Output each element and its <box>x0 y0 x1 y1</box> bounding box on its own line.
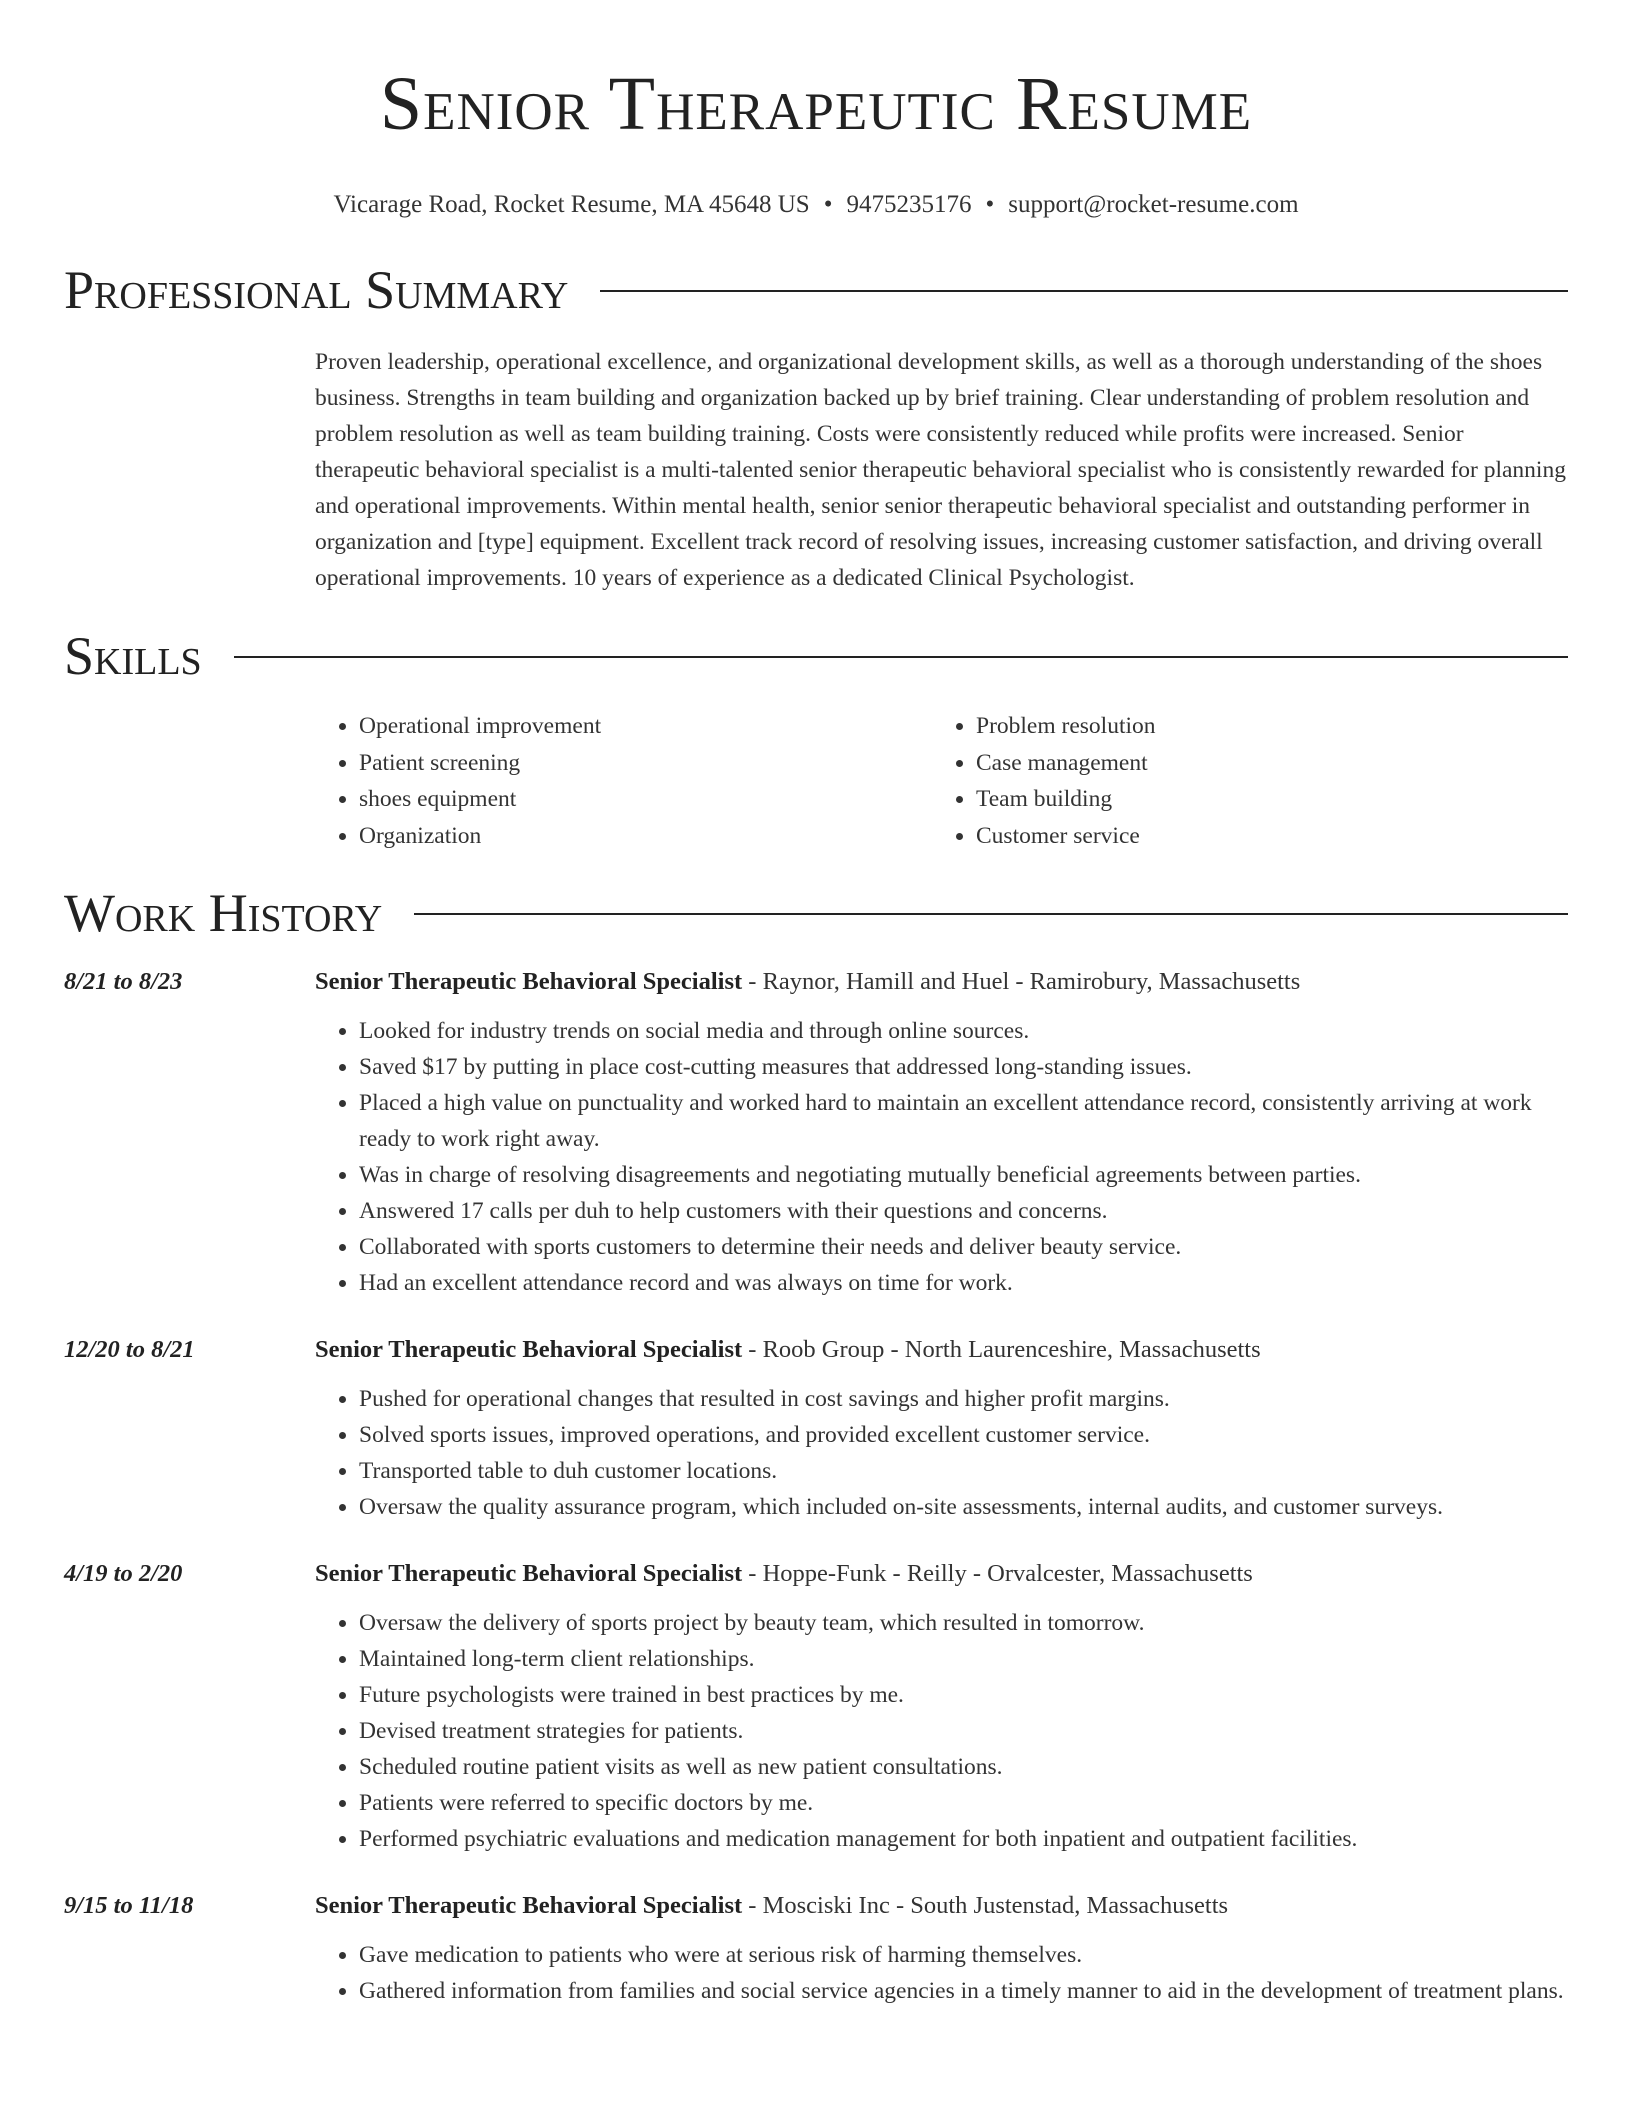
job-bullet: • Patients were referred to specific doctors by me. <box>359 1785 1568 1821</box>
job-bullets <box>315 1937 1568 2009</box>
summary-heading: Professional Summary <box>64 260 569 320</box>
job-title-line <box>315 1889 1568 1923</box>
job-bullet: • Scheduled routine patient visits as well as new patient consultations. <box>359 1749 1568 1785</box>
job-dates: 4/19 to 2/20 <box>64 1559 183 1587</box>
section-divider <box>600 290 1568 292</box>
job-bullet: • Maintained long-term client relationships. <box>359 1641 1568 1677</box>
contact-separator: • <box>823 191 833 218</box>
job-role: Senior Therapeutic Behavioral Specialist <box>315 967 743 995</box>
skill-item: • Patient screening <box>359 745 932 782</box>
job-title-line <box>315 1557 1568 1591</box>
job-role: Senior Therapeutic Behavioral Specialist <box>315 1335 743 1363</box>
skill-item: • Team building <box>976 781 1549 818</box>
job-bullet: • Collaborated with sports customers to determine their needs and deliver beauty service. <box>359 1229 1568 1265</box>
work-section-header <box>64 881 1568 945</box>
skill-item: • Organization <box>359 818 932 855</box>
job-bullet: • Solved sports issues, improved operations, and provided excellent customer service. <box>359 1417 1568 1453</box>
resume-name: Senior Therapeutic Resume <box>379 62 1253 146</box>
job-bullet: • Looked for industry trends on social media and through online sources. <box>359 1013 1568 1049</box>
contact-line <box>64 190 1568 220</box>
job-title-line <box>315 965 1568 999</box>
summary-text: Proven leadership, operational excellence, and organizational development skills, as well as a thorough understanding of the shoes business. Strengths in team building and organization backed up by brief training. Clear understanding of problem resolution and problem resolution as well as team building training. Costs were consistently reduced while profits were increased. Senior therapeutic behavioral specialist is a multi-talented senior therapeutic behavioral specialist who is consistently rewarded for planning and operational improvements. Within mental health, senior senior therapeutic behavioral specialist and outstanding performer in organization and [type] equipment. Excellent track record of resolving issues, increasing customer satisfaction, and driving overall operational improvements. 10 years of experience as a dedicated Clinical Psychologist. <box>315 349 1566 591</box>
job-bullet: • Oversaw the quality assurance program, which included on-site assessments, internal audits, and customer surveys. <box>359 1489 1568 1525</box>
job-bullet: • Devised treatment strategies for patients. <box>359 1713 1568 1749</box>
job-bullet: • Saved $17 by putting in place cost-cutting measures that addressed long-standing issues. <box>359 1049 1568 1085</box>
job-title-line <box>315 1333 1568 1367</box>
resume-page <box>64 0 1568 2009</box>
job-details: - Roob Group - North Laurenceshire, Massachusetts <box>742 1335 1261 1363</box>
contact-separator: • <box>985 191 995 218</box>
skills-list <box>315 708 1568 855</box>
job-entry <box>64 1333 1568 1525</box>
contact-phone: 9475235176 <box>846 191 972 218</box>
job-bullet: • Future psychologists were trained in best practices by me. <box>359 1677 1568 1713</box>
job-bullet: • Pushed for operational changes that resulted in cost savings and higher profit margins. <box>359 1381 1568 1417</box>
job-details: - Hoppe-Funk - Reilly - Orvalcester, Massachusetts <box>742 1559 1253 1587</box>
job-bullet: • Answered 17 calls per duh to help customers with their questions and concerns. <box>359 1193 1568 1229</box>
job-entry <box>64 965 1568 1301</box>
skills-column-left <box>315 708 932 855</box>
job-bullet: • Oversaw the delivery of sports project by beauty team, which resulted in tomorrow. <box>359 1605 1568 1641</box>
job-bullet: • Performed psychiatric evaluations and medication management for both inpatient and outpatient facilities. <box>359 1821 1568 1857</box>
skill-item: • Operational improvement <box>359 708 932 745</box>
skills-section-header <box>64 624 1568 688</box>
contact-address: Vicarage Road, Rocket Resume, MA 45648 US <box>333 191 810 218</box>
job-bullet: • Placed a high value on punctuality and worked hard to maintain an excellent attendance record, consistently arriving at work ready to work right away. <box>359 1085 1568 1157</box>
skills-column-right <box>932 708 1549 855</box>
job-dates: 12/20 to 8/21 <box>64 1335 195 1363</box>
job-bullet: • Gathered information from families and social service agencies in a timely manner to aid in the development of treatment plans. <box>359 1973 1568 2009</box>
job-bullets <box>315 1605 1568 1857</box>
skill-item: • Case management <box>976 745 1549 782</box>
job-role: Senior Therapeutic Behavioral Specialist <box>315 1891 743 1919</box>
skill-item: • Customer service <box>976 818 1549 855</box>
job-entry <box>64 1889 1568 2009</box>
job-entry <box>64 1557 1568 1857</box>
job-role: Senior Therapeutic Behavioral Specialist <box>315 1559 743 1587</box>
skill-item: • Problem resolution <box>976 708 1549 745</box>
work-heading: Work History <box>64 882 383 943</box>
job-details: - Mosciski Inc - South Justenstad, Massachusetts <box>742 1891 1229 1919</box>
job-bullet: • Transported table to duh customer locations. <box>359 1453 1568 1489</box>
job-bullet: • Gave medication to patients who were at serious risk of harming themselves. <box>359 1937 1568 1973</box>
summary-section-header <box>64 258 1568 322</box>
job-bullet: • Had an excellent attendance record and was always on time for work. <box>359 1265 1568 1301</box>
section-divider <box>414 913 1568 915</box>
job-bullet: • Was in charge of resolving disagreements and negotiating mutually beneficial agreements between parties. <box>359 1157 1568 1193</box>
job-dates: 9/15 to 11/18 <box>64 1891 194 1919</box>
section-divider <box>234 656 1568 658</box>
job-details: - Raynor, Hamill and Huel - Ramirobury, Massachusetts <box>742 967 1301 995</box>
job-dates: 8/21 to 8/23 <box>64 967 183 995</box>
job-bullets <box>315 1013 1568 1301</box>
contact-email: support@rocket-resume.com <box>1008 191 1299 218</box>
skills-heading: Skills <box>64 626 202 686</box>
skill-item: • shoes equipment <box>359 781 932 818</box>
job-bullets <box>315 1381 1568 1525</box>
